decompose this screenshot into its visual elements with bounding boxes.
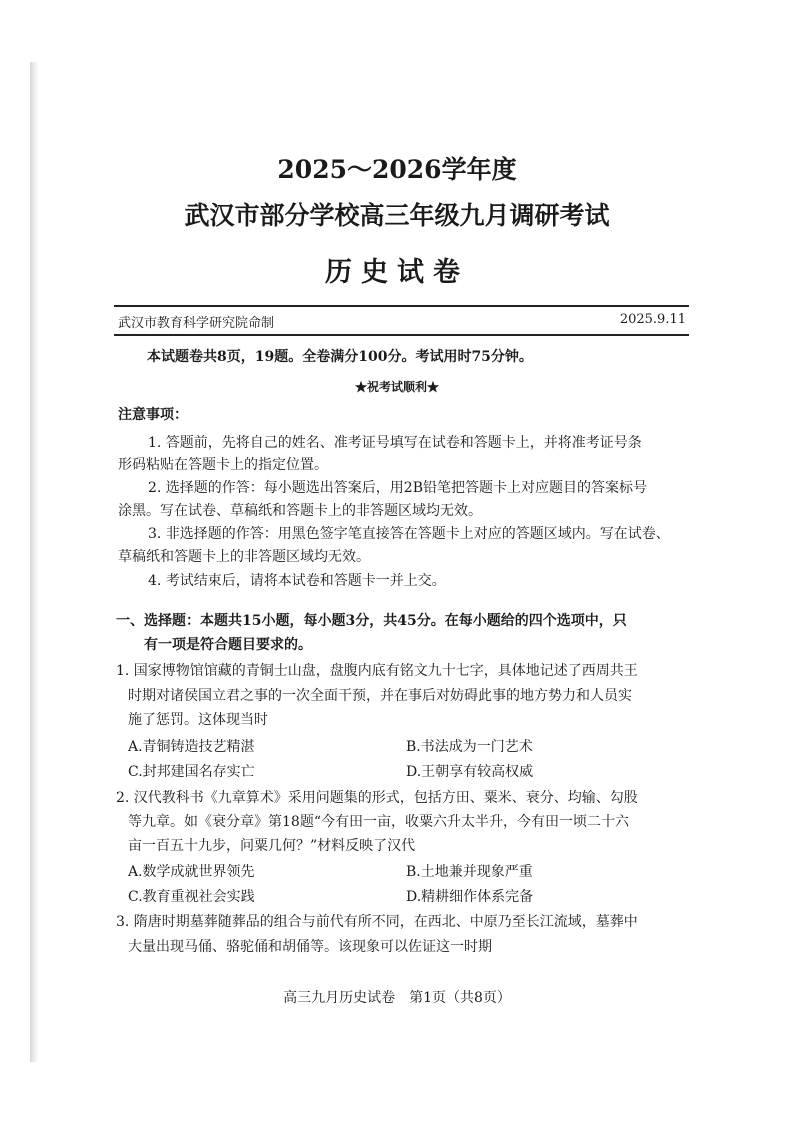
blessing-line: ★祝考试顺利★ [354,380,439,394]
section-heading: 一、选择题：本题共15小题，每小题3分，共45分。在每小题给的四个选项中，只 [116,613,627,629]
question-3-line: 3. 隋唐时期墓葬随葬品的组合与前代有所不同，在西北、中原乃至长江流域，墓葬中 [116,914,638,930]
notice-line: 4. 考试结束后，请将本试卷和答题卡一并上交。 [148,573,446,589]
question-2-line: 2. 汉代教科书《九章算术》采用问题集的形式，包括方田、粟米、衰分、均输、勾股 [116,790,638,806]
exam-title: 武汉市部分学校高三年级九月调研考试 [184,201,610,230]
academic-year-title: 2025～2026学年度 [277,155,517,184]
question-2-line: 等九章。如《衰分章》第18题“今有田一亩，收粟六升太半升，今有田一顷二十六 [128,814,629,830]
exam-date: 2025.9.11 [619,312,686,327]
question-1-option-b: B.书法成为一门艺术 [406,739,533,755]
exam-summary: 本试题卷共8页，19题。全卷满分100分。考试用时75分钟。 [147,349,533,365]
page-footer: 高三九月历史试卷 第1页（共8页） [283,990,511,1006]
question-3-line: 大量出现马俑、骆驼俑和胡俑等。该现象可以佐证这一时期 [128,939,492,955]
section-heading-cont: 有一项是符合题目要求的。 [144,637,312,653]
question-2-option-d: D.精耕细作体系完备 [406,889,534,905]
header-rule-bottom [114,334,689,336]
question-1-option-d: D.王朝享有较高权威 [406,764,534,780]
question-2-option-a: A.数学成就世界领先 [128,864,255,880]
publisher-label: 武汉市教育科学研究院命制 [118,316,275,331]
question-2-option-b: B.土地兼并现象严重 [406,864,533,880]
notice-line: 1. 答题前，先将自己的姓名、准考证号填写在试卷和答题卡上，并将准考证号条 [148,435,642,451]
subject-title: 历史试卷 [325,257,469,288]
question-1-option-a: A.青铜铸造技艺精湛 [128,739,255,755]
notice-line: 形码粘贴在答题卡上的指定位置。 [118,457,328,473]
question-2-line: 亩一百五十九步，问粟几何？”材料反映了汉代 [128,838,416,854]
question-1-line: 1. 国家博物馆馆藏的青铜士山盘，盘腹内底有铭文九十七字，具体地记述了西周共王 [116,663,638,679]
notice-line: 2. 选择题的作答：每小题选出答案后，用2B铅笔把答题卡上对应题目的答案标号 [148,480,648,496]
question-1-option-c: C.封邦建国名存实亡 [128,764,255,780]
question-2-option-c: C.教育重视社会实践 [128,889,255,905]
notice-line: 3. 非选择题的作答：用黑色签字笔直接答在答题卡上对应的答题区域内。写在试卷、 [148,526,670,542]
notice-line: 涂黑。写在试卷、草稿纸和答题卡上的非答题区域均无效。 [118,503,482,519]
question-1-line: 时期对诸侯国立君之事的一次全面干预，并在事后对妨碍此事的地方势力和人员实 [128,688,632,704]
header-rule-top [114,305,689,307]
notice-title: 注意事项： [118,407,188,423]
notice-line: 草稿纸和答题卡上的非答题区域均无效。 [118,549,370,565]
question-1-line: 施了惩罚。这体现当时 [128,712,268,728]
